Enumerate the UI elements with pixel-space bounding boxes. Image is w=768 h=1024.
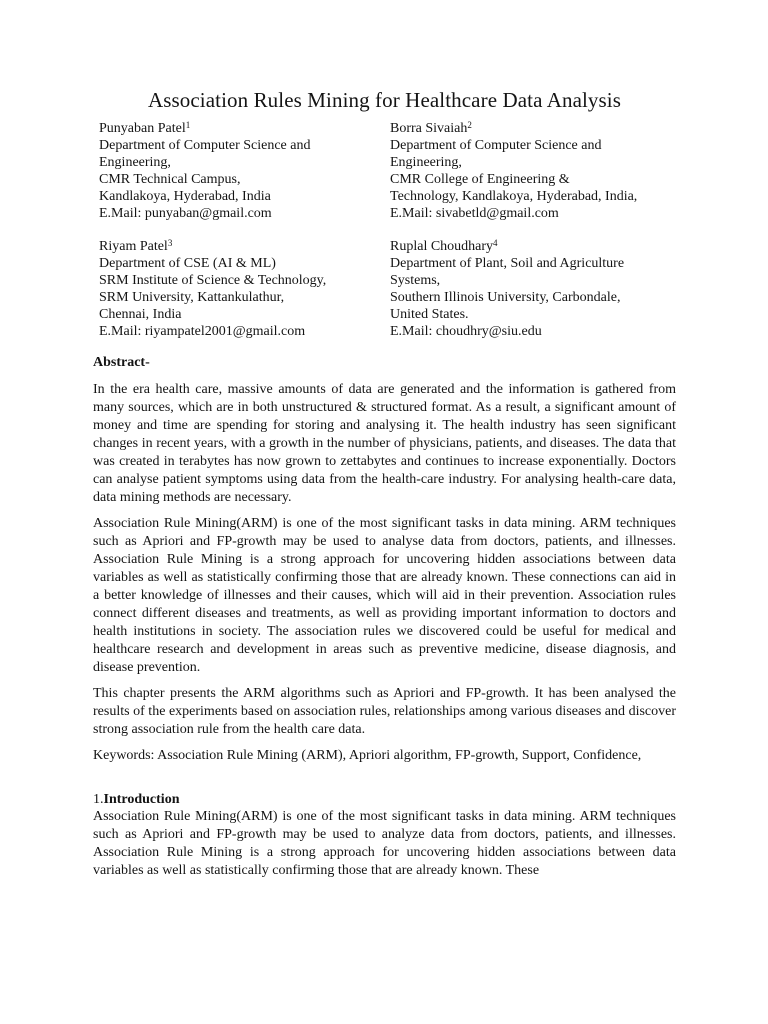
author-affiliation-mark: 2 xyxy=(467,120,472,130)
author-4 xyxy=(390,238,624,340)
author-1 xyxy=(99,120,310,222)
author-name: Punyaban Patel xyxy=(99,121,186,136)
affiliation-line: Systems, xyxy=(390,273,441,288)
author-name-line xyxy=(390,238,624,255)
affiliation-line: CMR College of Engineering & xyxy=(390,172,570,187)
author-2 xyxy=(390,120,637,222)
author-name-line xyxy=(99,238,326,255)
section-number: 1. xyxy=(93,792,104,807)
author-name: Ruplal Choudhary xyxy=(390,239,494,254)
paper-title: Association Rules Mining for Healthcare Data Analysis xyxy=(147,88,622,112)
affiliation-line: Department of Computer Science and xyxy=(390,138,602,153)
author-email: E.Mail: punyaban@gmail.com xyxy=(99,206,272,221)
affiliation-line: Chennai, India xyxy=(99,307,182,322)
section-heading xyxy=(93,791,676,808)
affiliation-line: Engineering, xyxy=(99,155,171,170)
author-email: E.Mail: choudhry@siu.edu xyxy=(390,324,542,339)
author-name: Borra Sivaiah xyxy=(390,121,468,136)
abstract-heading: Abstract- xyxy=(93,355,150,370)
author-name: Riyam Patel xyxy=(99,239,168,254)
author-email: E.Mail: riyampatel2001@gmail.com xyxy=(99,324,306,339)
affiliation-line: Engineering, xyxy=(390,155,462,170)
author-email: E.Mail: sivabetld@gmail.com xyxy=(390,206,559,221)
author-affiliation-mark: 4 xyxy=(493,238,498,248)
abstract-paragraph: Association Rule Mining(ARM) is one of the most significant tasks in data mining. ARM techniques such as Apriori and FP-growth may be used to analyse data from doctors, patients, and illnesses. Association Rule Mining is a strong approach for uncovering hidden associations between data variables as well as statistically confirming those that are already known. These connections can aid in a better knowledge of illnesses and their causes, which will aid in their prevention. Association rules connect different diseases and treatments, as well as providing important information to doctors and health institutions in society. The association rules we discovered could be useful for medical and healthcare research and development in areas such as preventive medicine, disease diagnosis, and disease prevention. xyxy=(93,516,676,675)
affiliation-line: Southern Illinois University, Carbondale, xyxy=(390,290,621,305)
author-affiliation-mark: 1 xyxy=(185,120,191,130)
section-title: Introduction xyxy=(103,792,180,807)
affiliation-line: Kandlakoya, Hyderabad, India xyxy=(99,189,271,204)
affiliation-line: SRM Institute of Science & Technology, xyxy=(99,273,327,288)
affiliation-line: Department of CSE (AI & ML) xyxy=(99,256,276,271)
affiliation-line: Technology, Kandlakoya, Hyderabad, India, xyxy=(390,189,638,204)
author-name-line xyxy=(390,120,637,137)
keywords: Keywords: Association Rule Mining (ARM), Apriori algorithm, FP-growth, Support, Confidence, xyxy=(93,748,642,763)
affiliation-line: Department of Computer Science and xyxy=(99,138,311,153)
abstract-paragraph: In the era health care, massive amounts of data are generated and the information is gathered from many sources, which are in both unstructured & structured format. As a result, a significant amount of money and time are spending for storing and analysing it. The health industry has seen significant changes in recent years, with a growth in the number of physicians, patients, and diseases. The data that was created in terabytes has now grown to zettabytes and continues to increase exponentially. Doctors can analyse patient symptoms using data from the health-care industry. For analysing health-care data, data mining methods are necessary. xyxy=(93,382,676,505)
author-3 xyxy=(99,238,326,340)
author-block xyxy=(93,120,676,348)
author-name-line xyxy=(99,120,310,137)
author-affiliation-mark: 3 xyxy=(167,238,173,248)
affiliation-line: SRM University, Kattankulathur, xyxy=(99,290,285,305)
affiliation-line: United States. xyxy=(390,307,469,322)
affiliation-line: CMR Technical Campus, xyxy=(99,172,241,187)
abstract-paragraph: This chapter presents the ARM algorithms such as Apriori and FP-growth. It has been analysed the results of the experiments based on association rules, relationships among various diseases and discover strong association rule from the health care data. xyxy=(93,686,676,737)
affiliation-line: Department of Plant, Soil and Agriculture xyxy=(390,256,625,271)
introduction-paragraph: Association Rule Mining(ARM) is one of the most significant tasks in data mining. ARM techniques such as Apriori and FP-growth may be used to analyze data from doctors, patients, and illnesses. Association Rule Mining is a strong approach for uncovering hidden associations between data variables as well as statistically confirming those that are already known. These xyxy=(93,809,676,878)
